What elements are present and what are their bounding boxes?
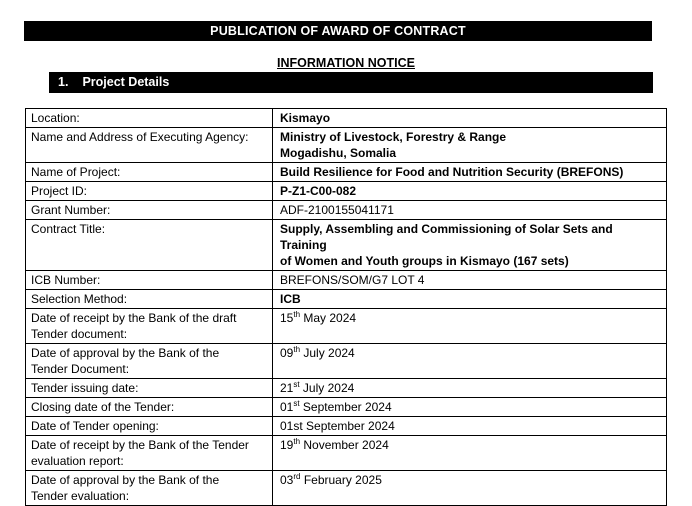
text-run: Grant Number: (31, 203, 111, 217)
text-run: 21 (280, 381, 294, 395)
publication-title-bar: PUBLICATION OF AWARD OF CONTRACT (24, 21, 652, 41)
text-run: 09 (280, 346, 294, 360)
project-details-table (25, 108, 667, 506)
table-row (26, 182, 667, 201)
text-run: of Women and Youth groups in Kismayo (167 sets) (280, 254, 569, 268)
text-run: Date of approval by the Bank of the (31, 473, 220, 487)
row-value (273, 379, 667, 398)
text-run: July 2024 (300, 346, 355, 360)
row-label (26, 290, 273, 309)
table-row (26, 128, 667, 163)
table-row (26, 109, 667, 128)
text-run: Contract Title: (31, 222, 106, 236)
row-value (273, 344, 667, 379)
text-run: 19 (280, 438, 294, 452)
table-row (26, 271, 667, 290)
text-run: Selection Method: (31, 292, 128, 306)
section-title: Project Details (82, 75, 170, 89)
row-value (273, 128, 667, 163)
row-label (26, 379, 273, 398)
text-run: Location: (31, 111, 80, 125)
table-row (26, 163, 667, 182)
text-run: Supply, Assembling and Commissioning of Solar Sets and Training (280, 222, 613, 252)
text-run: Closing date of the Tender: (31, 400, 175, 414)
table-row (26, 398, 667, 417)
row-label (26, 271, 273, 290)
text-run: 15 (280, 311, 294, 325)
table-row (26, 201, 667, 220)
row-value (273, 201, 667, 220)
text-run: Build Resilience for Food and Nutrition Security (BREFONS) (280, 165, 624, 179)
text-run: Ministry of Livestock, Forestry & Range (280, 130, 507, 144)
row-label (26, 417, 273, 436)
table-row (26, 471, 667, 506)
text-run: ICB (280, 292, 301, 306)
table-row (26, 220, 667, 271)
row-value (273, 471, 667, 506)
section-number: 1. (58, 75, 69, 89)
row-label (26, 398, 273, 417)
text-run: BREFONS/SOM/G7 LOT 4 (280, 273, 425, 287)
information-notice-heading: INFORMATION NOTICE (277, 56, 415, 70)
ordinal-suffix: rd (293, 472, 301, 481)
table-row (26, 436, 667, 471)
text-run: November 2024 (300, 438, 389, 452)
text-run: Kismayo (280, 111, 331, 125)
table-row (26, 379, 667, 398)
row-value (273, 220, 667, 271)
ordinal-suffix: st (293, 399, 300, 408)
row-value (273, 182, 667, 201)
text-run: Tender evaluation: (31, 489, 130, 503)
text-run: evaluation report: (31, 454, 124, 468)
table-row (26, 344, 667, 379)
text-run: Name of Project: (31, 165, 121, 179)
row-label (26, 436, 273, 471)
text-run: Mogadishu, Somalia (280, 146, 397, 160)
row-value (273, 398, 667, 417)
text-run: P-Z1-C00-082 (280, 184, 357, 198)
text-run: Tender document: (31, 327, 128, 341)
text-run: February 2025 (300, 473, 382, 487)
text-run: Tender Document: (31, 362, 130, 376)
text-run: July 2024 (299, 381, 355, 395)
table-row (26, 290, 667, 309)
row-label (26, 471, 273, 506)
table-row (26, 417, 667, 436)
ordinal-suffix: th (293, 437, 301, 446)
text-run: 01 (280, 400, 294, 414)
row-label (26, 201, 273, 220)
ordinal-suffix: st (293, 380, 300, 389)
row-value (273, 109, 667, 128)
text-run: Name and Address of Executing Agency: (31, 130, 249, 144)
text-run: May 2024 (300, 311, 357, 325)
row-value (273, 271, 667, 290)
row-value (273, 309, 667, 344)
row-label (26, 163, 273, 182)
row-value (273, 436, 667, 471)
row-value (273, 290, 667, 309)
text-run: Tender issuing date: (31, 381, 139, 395)
text-run: 01st September 2024 (280, 419, 395, 433)
ordinal-suffix: th (293, 310, 301, 319)
text-run: Date of Tender opening: (31, 419, 159, 433)
row-label (26, 128, 273, 163)
row-label (26, 344, 273, 379)
text-run: 03 (280, 473, 294, 487)
row-label (26, 182, 273, 201)
row-label (26, 109, 273, 128)
text-run: Project ID: (31, 184, 88, 198)
row-value (273, 163, 667, 182)
ordinal-suffix: th (293, 345, 301, 354)
table-row (26, 309, 667, 344)
text-run: Date of receipt by the Bank of the draft (31, 311, 237, 325)
text-run: September 2024 (299, 400, 392, 414)
section-header-bar (49, 72, 653, 93)
text-run: ADF-2100155041171 (280, 203, 394, 217)
row-label (26, 309, 273, 344)
text-run: Date of approval by the Bank of the (31, 346, 220, 360)
text-run: ICB Number: (31, 273, 101, 287)
text-run: Date of receipt by the Bank of the Tender (31, 438, 249, 452)
row-label (26, 220, 273, 271)
row-value (273, 417, 667, 436)
